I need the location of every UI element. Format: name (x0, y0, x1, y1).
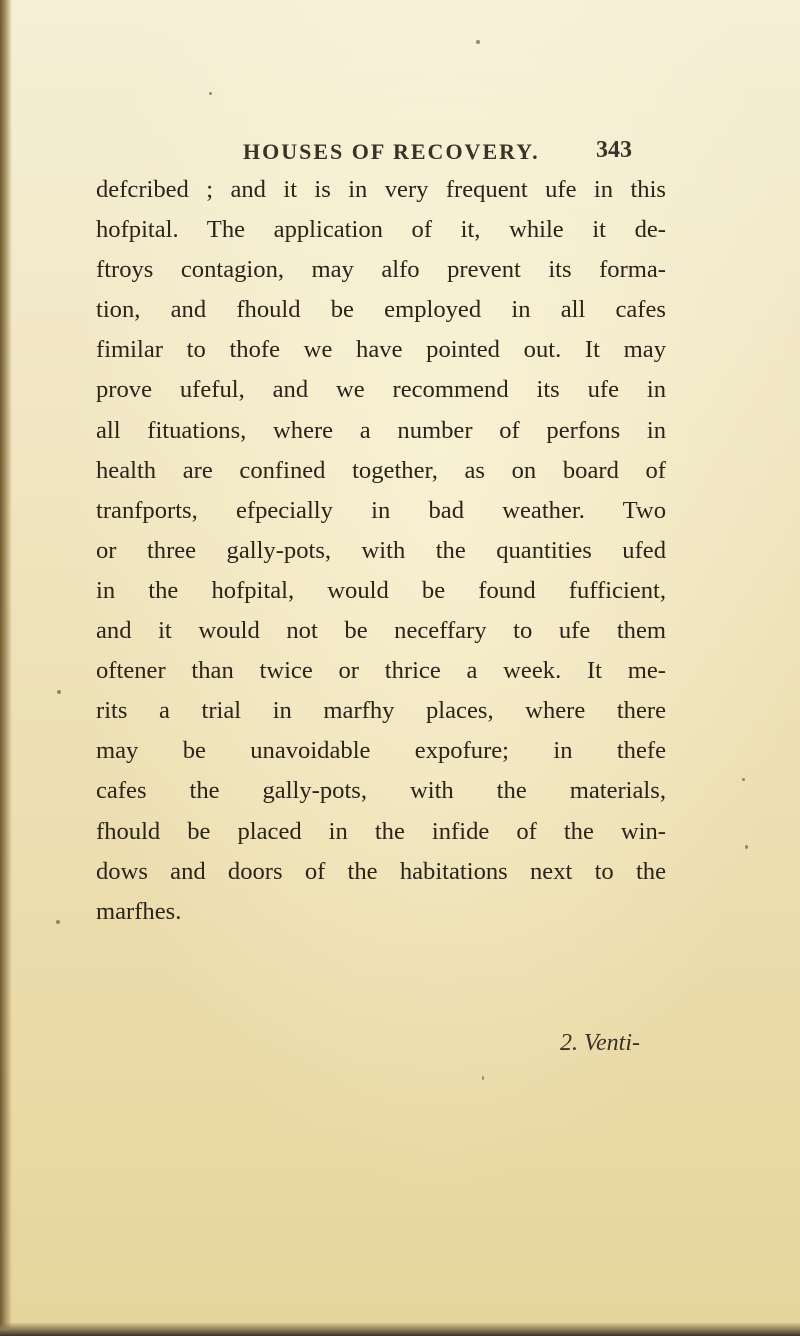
text-line: and it would not be neceffary to ufe them (96, 617, 666, 645)
text-line: health are confined together, as on board of (96, 456, 666, 484)
text-line: oftener than twice or thrice a week. It me- (96, 657, 666, 685)
paper-speck (56, 920, 60, 924)
text-line: fhould be placed in the infide of the win- (96, 817, 666, 845)
body-text (96, 170, 666, 932)
page-bottom-edge (0, 1322, 800, 1336)
paper-speck (476, 40, 480, 44)
text-line: or three gally-pots, with the quantities ufed (96, 536, 666, 564)
running-head (0, 139, 800, 169)
text-line: ftroys contagion, may alfo prevent its forma- (96, 256, 666, 284)
page-number: 343 (596, 137, 632, 163)
text-line: rits a trial in marfhy places, where there (96, 697, 666, 725)
paper-speck (482, 1076, 484, 1080)
running-title: HOUSES OF RECOVERY. (243, 139, 540, 164)
paper-speck (209, 92, 212, 95)
text-line: in the hofpital, would be found fufficient, (96, 576, 666, 604)
text-line: cafes the gally-pots, with the materials, (96, 777, 666, 805)
paper-speck (57, 690, 61, 694)
text-line: dows and doors of the habitations next to the (96, 857, 666, 885)
text-line: hofpital. The application of it, while it de- (96, 216, 666, 244)
paper-speck (745, 845, 748, 849)
text-line: marfhes. (96, 897, 182, 925)
text-line: may be unavoidable expofure; in thefe (96, 737, 666, 765)
text-line: defcribed ; and it is in very frequent ufe in this (96, 176, 666, 203)
text-line: tranfports, efpecially in bad weather. Two (96, 496, 666, 524)
text-line: fimilar to thofe we have pointed out. It may (96, 336, 666, 364)
paper-speck (742, 778, 745, 781)
text-line: tion, and fhould be employed in all cafes (96, 296, 666, 324)
page-binding-shadow (0, 0, 12, 1336)
catchword: 2. Venti- (560, 1030, 640, 1056)
text-line: all fituations, where a number of perfons in (96, 416, 666, 444)
text-line: prove ufeful, and we recommend its ufe in (96, 376, 666, 404)
